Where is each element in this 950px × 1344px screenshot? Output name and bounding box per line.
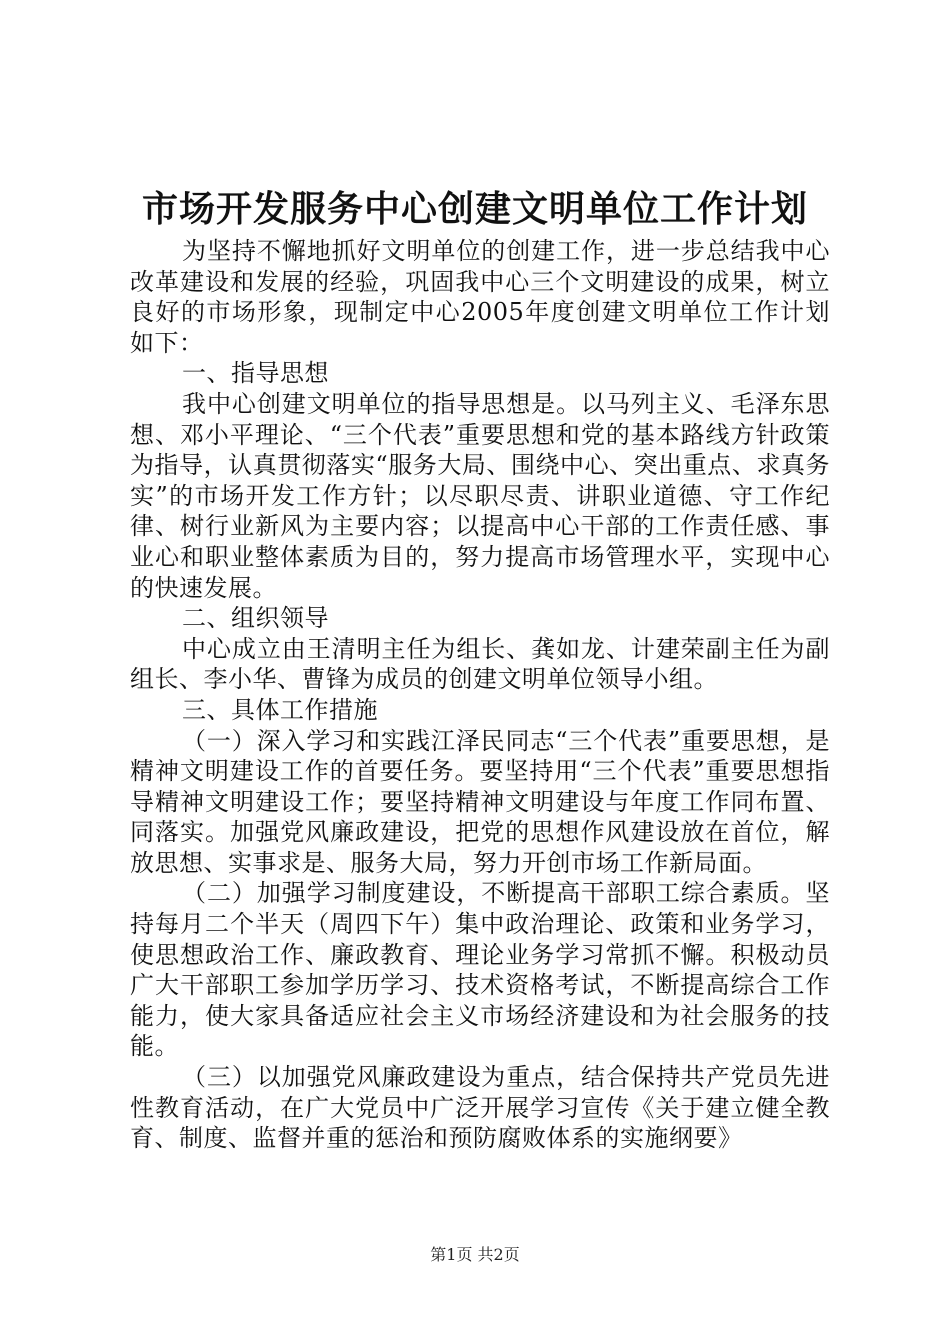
- paragraph-organization: 中心成立由王清明主任为组长、龚如龙、计建荣副主任为副组长、李小华、曹锋为成员的创建文明单位领导小组。: [130, 634, 830, 694]
- section-heading-measures: 三、具体工作措施: [182, 695, 378, 724]
- paragraph-measure-3: （三）以加强党风廉政建设为重点，结合保持共产党员先进性教育活动，在广大党员中广泛开展学习宣传《关于建立健全教育、制度、监督并重的惩治和预防腐败体系的实施纲要》: [130, 1063, 830, 1153]
- paragraph-measure-1: （一）深入学习和实践江泽民同志“三个代表”重要思想，是精神文明建设工作的首要任务。要坚持用“三个代表”重要思想指导精神文明建设工作；要坚持精神文明建设与年度工作同布置、同落实。加强党风廉政建设，把党的思想作风建设放在首位，解放思想、实事求是、服务大局，努力开创市场工作新局面。: [130, 726, 830, 877]
- page-footer: 第1页 共2页: [430, 1245, 520, 1264]
- section-heading-guiding-ideology: 一、指导思想: [182, 359, 329, 388]
- document-body: [130, 236, 830, 1154]
- section-heading-organization: 二、组织领导: [182, 604, 329, 633]
- paragraph-intro: 为坚持不懈地抓好文明单位的创建工作，进一步总结我中心改革建设和发展的经验，巩固我中心三个文明建设的成果，树立良好的市场形象，现制定中心2005年度创建文明单位工作计划如下：: [130, 237, 830, 357]
- paragraph-guiding-ideology: 我中心创建文明单位的指导思想是。以马列主义、毛泽东思想、邓小平理论、“三个代表”重要思想和党的基本路线方针政策为指导，认真贯彻落实“服务大局、围绕中心、突出重点、求真务实”的市场开发工作方针；以尽职尽责、讲职业道德、守工作纪律、树行业新风为主要内容；以提高中心干部的工作责任感、事业心和职业整体素质为目的，努力提高市场管理水平，实现中心的快速发展。: [130, 389, 830, 602]
- document-title: 市场开发服务中心创建文明单位工作计划: [141, 188, 808, 230]
- paragraph-measure-2: （二）加强学习制度建设，不断提高干部职工综合素质。坚持每月二个半天（周四下午）集中政治理论、政策和业务学习，使思想政治工作、廉政教育、理论业务学习常抓不懈。积极动员广大干部职工参加学历学习、技术资格考试，不断提高综合工作能力，使大家具备适应社会主义市场经济建设和为社会服务的技能。: [130, 879, 830, 1061]
